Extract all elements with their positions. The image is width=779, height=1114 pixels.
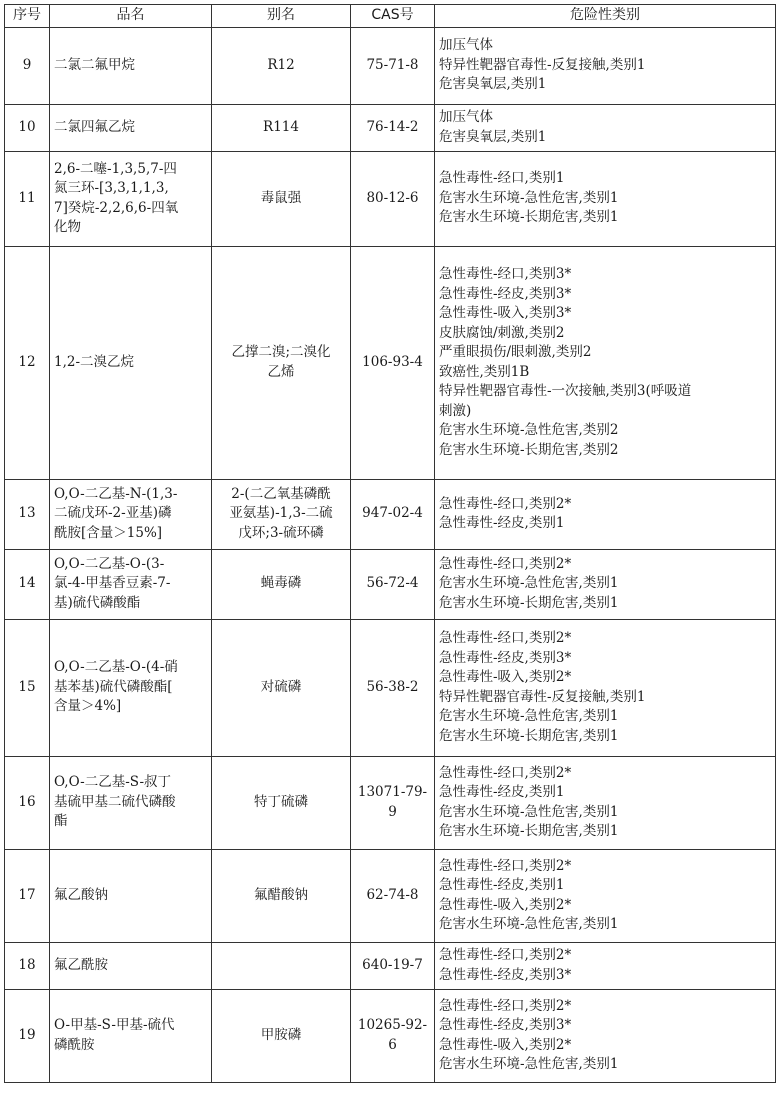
cell-line: 急性毒性-经口,类别2* — [439, 857, 572, 874]
table-row — [5, 246, 776, 479]
cell-line: 特异性靶器官毒性-反复接触,类别1 — [439, 56, 646, 73]
header-cas: CAS号 — [351, 5, 435, 28]
cell-hazard — [435, 246, 776, 479]
cell-no: 19 — [5, 989, 50, 1082]
cell-line: 对硫磷 — [260, 678, 302, 695]
cell-line: 急性毒性-经口,类别2* — [439, 764, 572, 781]
cell-no: 16 — [5, 756, 50, 849]
cell-name — [50, 942, 212, 989]
table-row — [5, 104, 776, 151]
hazard-table — [4, 4, 776, 1083]
cell-alias — [212, 246, 351, 479]
cell-cas: 56-72-4 — [351, 549, 435, 619]
cell-alias — [212, 151, 351, 246]
cell-line: 酰胺[含量＞15%] — [54, 524, 163, 541]
cell-name — [50, 27, 212, 104]
cell-hazard — [435, 151, 776, 246]
cell-line: 危害水生环境-急性危害,类别1 — [439, 916, 619, 932]
cell-name — [50, 619, 212, 756]
cell-line: 危害水生环境-急性危害,类别1 — [439, 1056, 619, 1072]
cell-cas: 62-74-8 — [351, 849, 435, 942]
cell-hazard — [435, 989, 776, 1082]
table-row — [5, 549, 776, 619]
cell-name — [50, 989, 212, 1082]
cell-line: 危害水生环境-长期危害,类别1 — [439, 209, 619, 226]
cell-line: 急性毒性-经皮,类别3* — [439, 1017, 572, 1033]
cell-line: 急性毒性-经皮,类别3* — [439, 649, 572, 666]
cell-cas: 947-02-4 — [351, 479, 435, 549]
cell-line: 氟乙酸钠 — [54, 886, 108, 903]
cell-hazard — [435, 104, 776, 151]
cell-line: 急性毒性-经皮,类别3* — [439, 966, 572, 983]
cell-line: 基硫甲基二硫代磷酸 — [54, 793, 176, 810]
cell-name — [50, 756, 212, 849]
cell-alias — [212, 27, 351, 104]
cell-line: O,O-二乙基-O-(4-硝 — [54, 659, 178, 676]
cell-hazard — [435, 549, 776, 619]
cell-alias — [212, 479, 351, 549]
cell-no: 15 — [5, 619, 50, 756]
cell-line: 危害水生环境-急性危害,类别1 — [439, 575, 619, 592]
cell-line: 急性毒性-经口,类别1 — [439, 170, 565, 187]
cell-line: 氟乙酰胺 — [54, 956, 108, 973]
cell-no: 10 — [5, 104, 50, 151]
cell-line: 二氯二氟甲烷 — [54, 56, 135, 73]
cell-line: 皮肤腐蚀/刺激,类别2 — [439, 324, 565, 341]
cell-no: 13 — [5, 479, 50, 549]
cell-line: 加压气体 — [439, 109, 493, 125]
cell-line: 急性毒性-经口,类别2* — [439, 495, 572, 512]
cell-line: 危害水生环境-急性危害,类别2 — [439, 422, 619, 438]
cell-line: 危害臭氧层,类别1 — [439, 128, 547, 145]
cell-line: 危害臭氧层,类别1 — [439, 76, 547, 93]
cell-hazard — [435, 479, 776, 549]
cell-cas: 106-93-4 — [351, 246, 435, 479]
cell-line: 基)硫代磷酸酯 — [54, 594, 141, 611]
cell-line: 急性毒性-经皮,类别1 — [439, 784, 565, 800]
cell-line: 危害水生环境-急性危害,类别1 — [439, 189, 619, 206]
cell-no: 18 — [5, 942, 50, 989]
cell-line: 蝇毒磷 — [260, 575, 302, 592]
cell-cas: 13071-79-9 — [351, 756, 435, 849]
cell-no: 9 — [5, 27, 50, 104]
cell-line: R114 — [263, 118, 299, 135]
cell-line: 急性毒性-经口,类别2* — [439, 997, 572, 1014]
cell-line: O-甲基-S-甲基-硫代 — [54, 1017, 175, 1033]
table-row — [5, 989, 776, 1082]
cell-line: 急性毒性-吸入,类别2* — [439, 896, 572, 913]
cell-alias — [212, 549, 351, 619]
header-hazard: 危险性类别 — [435, 5, 776, 28]
cell-alias — [212, 989, 351, 1082]
cell-line: 严重眼损伤/眼刺激,类别2 — [439, 344, 592, 360]
cell-name — [50, 479, 212, 549]
cell-line: 刺激) — [439, 402, 472, 419]
table-row — [5, 756, 776, 849]
cell-line: O,O-二乙基-N-(1,3- — [54, 485, 178, 502]
cell-line: 基苯基)硫代磷酸酯[ — [54, 678, 173, 695]
cell-line: 危害水生环境-长期危害,类别1 — [439, 727, 619, 744]
cell-no: 14 — [5, 549, 50, 619]
cell-cas: 10265-92-6 — [351, 989, 435, 1082]
cell-line: 2,6-二噻-1,3,5,7-四 — [54, 160, 177, 177]
table-body — [5, 27, 776, 1082]
cell-alias — [212, 849, 351, 942]
cell-line: 急性毒性-经皮,类别3* — [439, 285, 572, 302]
cell-line: 磷酰胺 — [54, 1036, 95, 1053]
cell-cas: 640-19-7 — [351, 942, 435, 989]
cell-cas: 80-12-6 — [351, 151, 435, 246]
cell-name — [50, 549, 212, 619]
cell-line: 氮三环-[3,3,1,1,3, — [54, 180, 169, 196]
cell-line: 特丁硫磷 — [254, 793, 308, 810]
cell-line: 加压气体 — [439, 37, 493, 54]
table-header-row — [5, 5, 776, 28]
cell-line: 急性毒性-经口,类别3* — [439, 266, 572, 282]
cell-hazard — [435, 619, 776, 756]
cell-line: 危害水生环境-长期危害,类别1 — [439, 594, 619, 611]
document-page — [4, 4, 776, 1083]
cell-line: 氯-4-甲基香豆素-7- — [54, 575, 171, 592]
cell-line: 含量＞4%] — [54, 698, 122, 715]
cell-line: 危害水生环境-急性危害,类别1 — [439, 708, 619, 724]
cell-name — [50, 246, 212, 479]
cell-line: 急性毒性-吸入,类别3* — [439, 305, 572, 321]
cell-line: 毒鼠强 — [260, 189, 302, 206]
header-name: 品名 — [50, 5, 212, 28]
cell-line: 急性毒性-吸入,类别2* — [439, 669, 572, 685]
cell-no: 11 — [5, 151, 50, 246]
cell-line: 急性毒性-经口,类别2* — [439, 555, 572, 572]
cell-line: 7]癸烷-2,2,6,6-四氧 — [54, 199, 179, 216]
cell-alias — [212, 104, 351, 151]
cell-hazard — [435, 756, 776, 849]
cell-line: 特异性靶器官毒性-反复接触,类别1 — [439, 688, 646, 705]
cell-line: 急性毒性-吸入,类别2* — [439, 1036, 572, 1053]
cell-line: 乙烯 — [267, 363, 295, 380]
cell-line: 致癌性,类别1B — [439, 363, 530, 380]
cell-line: 戊环;3-硫环磷 — [238, 524, 324, 541]
cell-line: 二氯四氟乙烷 — [54, 118, 135, 135]
table-row — [5, 942, 776, 989]
cell-line: R12 — [267, 56, 295, 73]
cell-line: 酯 — [54, 813, 68, 830]
cell-line: 急性毒性-经口,类别2* — [439, 947, 572, 963]
cell-line: 氟醋酸钠 — [254, 886, 308, 903]
cell-line: 急性毒性-经皮,类别1 — [439, 877, 565, 893]
cell-cas: 75-71-8 — [351, 27, 435, 104]
cell-line: 危害水生环境-长期危害,类别2 — [439, 441, 619, 458]
cell-line: 1,2-二溴乙烷 — [54, 353, 135, 370]
cell-line: 乙撑二溴;二溴化 — [231, 344, 331, 360]
cell-line: O,O-二乙基-S-叔丁 — [54, 774, 172, 791]
cell-line: 2-(二乙氧基磷酰 — [231, 485, 331, 502]
table-row — [5, 619, 776, 756]
cell-alias — [212, 942, 351, 989]
cell-alias — [212, 619, 351, 756]
cell-alias — [212, 756, 351, 849]
table-row — [5, 27, 776, 104]
table-row — [5, 849, 776, 942]
cell-no: 17 — [5, 849, 50, 942]
cell-line: 急性毒性-经口,类别2* — [439, 630, 572, 646]
cell-cas: 56-38-2 — [351, 619, 435, 756]
cell-line: 急性毒性-经皮,类别1 — [439, 515, 565, 531]
cell-hazard — [435, 849, 776, 942]
cell-line: O,O-二乙基-O-(3- — [54, 555, 165, 572]
cell-line: 化物 — [54, 219, 81, 235]
cell-hazard — [435, 942, 776, 989]
cell-hazard — [435, 27, 776, 104]
cell-name — [50, 849, 212, 942]
cell-name — [50, 151, 212, 246]
header-alias: 别名 — [212, 5, 351, 28]
cell-no: 12 — [5, 246, 50, 479]
cell-name — [50, 104, 212, 151]
header-no: 序号 — [5, 5, 50, 28]
cell-cas: 76-14-2 — [351, 104, 435, 151]
cell-line: 危害水生环境-急性危害,类别1 — [439, 803, 619, 820]
cell-line: 亚氨基)-1,3-二硫 — [229, 505, 333, 522]
table-row — [5, 151, 776, 246]
table-row — [5, 479, 776, 549]
cell-line: 危害水生环境-长期危害,类别1 — [439, 823, 619, 839]
cell-line: 甲胺磷 — [260, 1026, 302, 1043]
cell-line: 二硫戊环-2-亚基)磷 — [54, 505, 172, 522]
cell-line: 特异性靶器官毒性-一次接触,类别3(呼吸道 — [439, 383, 692, 399]
